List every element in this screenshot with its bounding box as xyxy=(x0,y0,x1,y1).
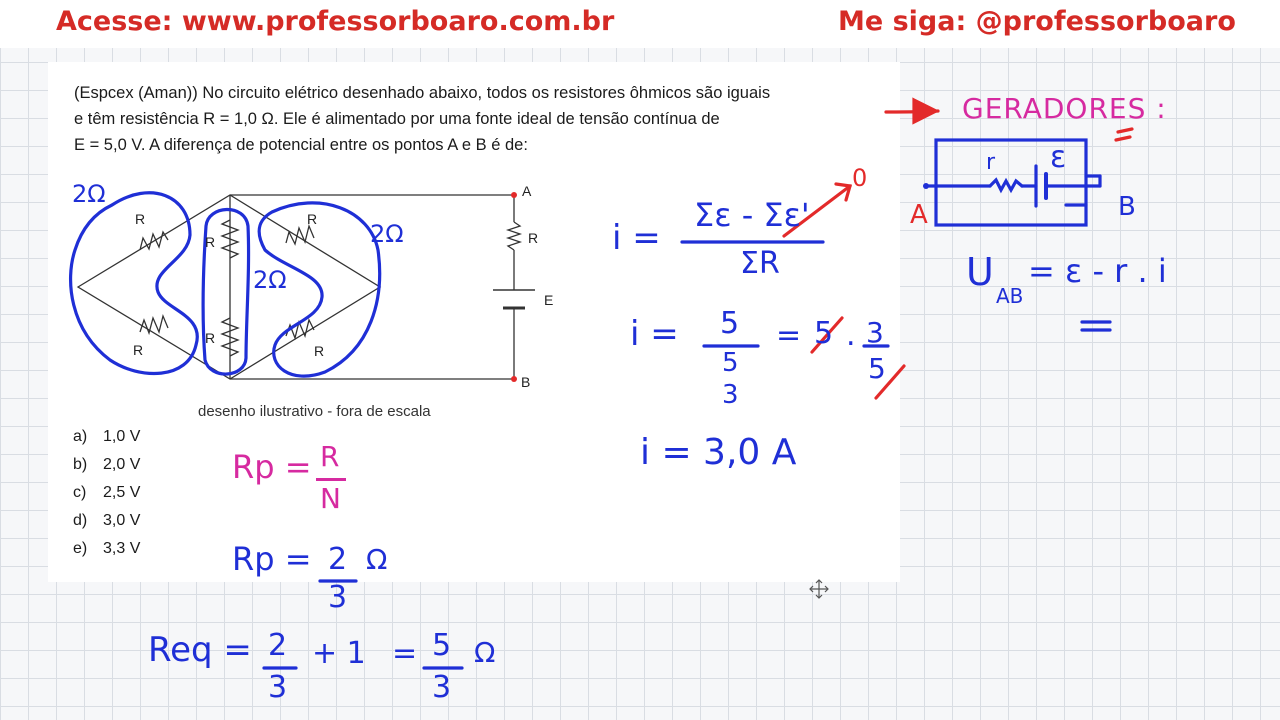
label-r-bottom-left: R xyxy=(133,342,144,358)
req-den: 3 xyxy=(268,670,288,705)
option-c[interactable]: c) 2,5 V xyxy=(73,484,141,501)
resistor-top-right xyxy=(286,226,314,244)
i-result: i = 3,0 A xyxy=(640,432,797,473)
move-cursor-icon xyxy=(808,578,830,600)
i-formula-num: Σε - Σε' xyxy=(694,196,810,234)
geradores-title: GERADORES : xyxy=(962,92,1167,125)
i-calc-dot: . xyxy=(846,318,856,353)
resistor-bottom-left xyxy=(140,316,168,333)
req-num: 2 xyxy=(268,628,288,663)
diagram-caption: desenho ilustrativo - fora de escala xyxy=(198,403,431,420)
answer-options xyxy=(73,427,140,567)
label-e: E xyxy=(544,292,554,308)
social-handle[interactable]: Me siga: @professorboaro xyxy=(838,6,1236,37)
label-r-top-right: R xyxy=(307,211,318,227)
node-b-dot xyxy=(511,376,517,382)
label-r-middle-bottom: R xyxy=(205,330,216,346)
gen-label-r: r xyxy=(986,150,996,175)
i-calc-five: 5 xyxy=(814,316,834,351)
handwritten-loops xyxy=(71,193,380,376)
problem-line-2: e têm resistência R = 1,0 Ω. Ele é alimentado por uma fonte ideal de tensão contínua de xyxy=(74,110,720,128)
gen-label-a: A xyxy=(910,200,928,230)
req-plus-one: + 1 xyxy=(312,636,366,671)
i-calc-num: 5 xyxy=(720,306,740,341)
problem-line-1: (Espcex (Aman)) No circuito elétrico desenhado abaixo, todos os resistores ôhmicos são iguais xyxy=(74,84,771,102)
uab-subscript: AB xyxy=(996,284,1024,308)
annot-2ohm-left: 2Ω xyxy=(72,180,106,208)
rp-formula-num: R xyxy=(320,440,340,473)
i-calc-five-den: 5 xyxy=(868,352,886,385)
label-b: B xyxy=(521,374,531,390)
gen-label-b: B xyxy=(1118,192,1136,222)
uab-u: U xyxy=(966,250,994,294)
label-a: A xyxy=(522,183,532,199)
label-r-top-left: R xyxy=(135,211,146,227)
req-result-num: 5 xyxy=(432,628,452,663)
rp-value-num: 2 xyxy=(328,542,348,577)
node-a-dot xyxy=(511,192,517,198)
rp-formula-lhs: Rp = xyxy=(232,448,312,486)
req-lhs: Req = xyxy=(148,630,252,670)
rp-formula-den: N xyxy=(320,482,341,515)
annot-2ohm-middle: 2Ω xyxy=(253,266,287,294)
rp-value-lhs: Rp = xyxy=(232,540,312,578)
i-formula-zero: 0 xyxy=(852,164,868,192)
i-calc-lhs: i = xyxy=(630,314,679,354)
req-equals: = xyxy=(392,636,418,671)
req-result-den: 3 xyxy=(432,670,452,705)
uab-rhs: = ε - r . i xyxy=(1028,252,1167,290)
label-r-right: R xyxy=(528,230,539,246)
arrow-head xyxy=(914,100,936,122)
website-link[interactable]: Acesse: www.professorboaro.com.br xyxy=(56,6,615,37)
option-b[interactable]: b) 2,0 V xyxy=(73,456,141,473)
i-calc-den-bottom: 3 xyxy=(722,380,739,410)
circuit-bridge-outline xyxy=(78,195,380,379)
i-formula-den: ΣR xyxy=(740,246,780,281)
label-r-bottom-right: R xyxy=(314,343,325,359)
problem-line-3: E = 5,0 V. A diferença de potencial entre os pontos A e B é de: xyxy=(74,136,528,154)
annot-2ohm-right: 2Ω xyxy=(370,220,404,248)
gen-label-epsilon: ε xyxy=(1050,140,1067,175)
i-calc-den-top: 5 xyxy=(722,348,739,378)
option-e[interactable]: e) 3,3 V xyxy=(73,540,141,557)
i-calc-equals: = xyxy=(776,318,802,353)
gen-node-dot xyxy=(923,183,929,189)
rp-value-den: 3 xyxy=(328,580,348,615)
option-d[interactable]: d) 3,0 V xyxy=(73,512,141,529)
option-a[interactable]: a) 1,0 V xyxy=(73,428,141,445)
gen-resistor xyxy=(990,180,1022,190)
req-unit: Ω xyxy=(474,636,496,669)
red-strokes xyxy=(784,100,1132,398)
label-r-middle-top: R xyxy=(205,234,216,250)
geradores-underline-2 xyxy=(1116,137,1130,140)
i-calc-three: 3 xyxy=(866,316,884,349)
geradores-underline-1 xyxy=(1118,129,1132,132)
rp-formula-bar xyxy=(316,478,346,481)
resistor-right xyxy=(508,222,520,250)
i-formula-lhs: i = xyxy=(612,218,661,258)
rp-value-unit: Ω xyxy=(366,543,388,576)
